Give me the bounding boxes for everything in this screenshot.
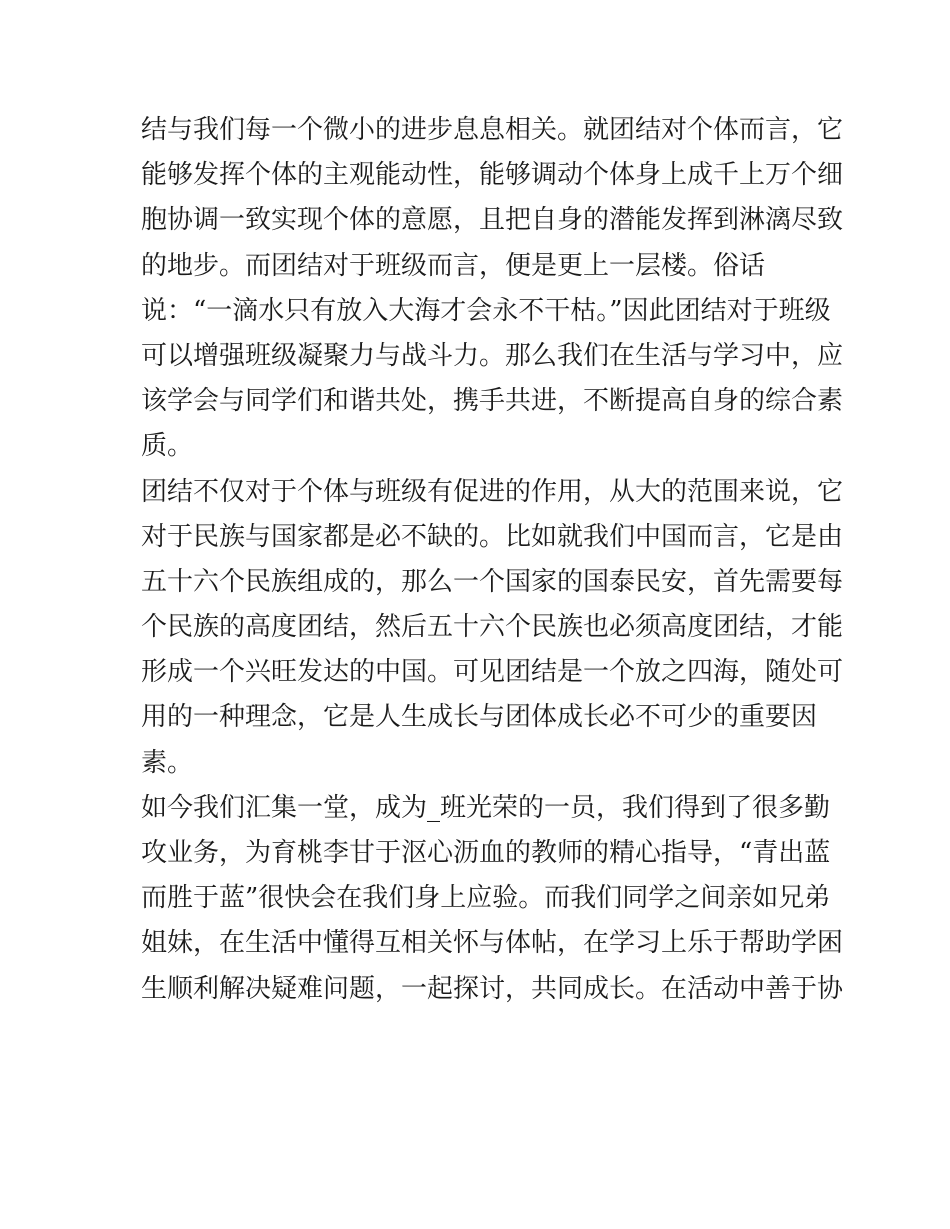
text-line: 素。: [141, 747, 194, 778]
text-line: 个民族的高度团结，然后五十六个民族也必须高度团结，才能: [141, 612, 844, 643]
text-line: 如今我们汇集一堂，成为_班光荣的一员，我们得到了很多勤: [141, 792, 831, 823]
text-line: 姐妹，在生活中懂得互相关怀与体帖，在学习上乐于帮助学困: [141, 928, 844, 959]
text-line: 团结不仅对于个体与班级有促进的作用，从大的范围来说，它: [141, 476, 844, 507]
text-line: 生顺利解决疑难问题，一起探讨，共同成长。在活动中善于协: [141, 973, 844, 1004]
text-line: 用的一种理念，它是人生成长与团体成长必不可少的重要因: [141, 702, 818, 733]
text-line: 结与我们每一个微小的进步息息相关。就团结对个体而言，它: [141, 115, 844, 145]
text-line: 质。: [141, 431, 194, 462]
text-line: 的地步。而团结对于班级而言，便是更上一层楼。俗话: [141, 250, 766, 281]
text-line: 对于民族与国家都是必不缺的。比如就我们中国而言，它是由: [141, 521, 844, 552]
text-line: 攻业务，为育桃李甘于沤心沥血的教师的精心指导，“青出蓝: [141, 838, 831, 868]
text-line: 能够发挥个体的主观能动性，能够调动个体身上成千上万个细: [141, 160, 844, 191]
text-line: 胞协调一致实现个体的意愿，且把自身的潜能发挥到淋漓尽致: [141, 205, 844, 236]
text-line: 该学会与同学们和谐共处，携手共进，不断提高自身的综合素: [141, 386, 844, 417]
text-line: 说：“一滴水只有放入大海才会永不干枯。”因此团结对于班级: [141, 295, 831, 326]
text-line: 而胜于蓝”很快会在我们身上应验。而我们同学之间亲如兄弟: [141, 883, 831, 914]
text-line: 可以增强班级凝聚力与战斗力。那么我们在生活与学习中，应: [141, 340, 844, 371]
document-body: [141, 108, 844, 1012]
text-line: 五十六个民族组成的，那么一个国家的国泰民安，首先需要每: [141, 566, 844, 597]
text-line: 形成一个兴旺发达的中国。可见团结是一个放之四海，随处可: [141, 657, 844, 688]
